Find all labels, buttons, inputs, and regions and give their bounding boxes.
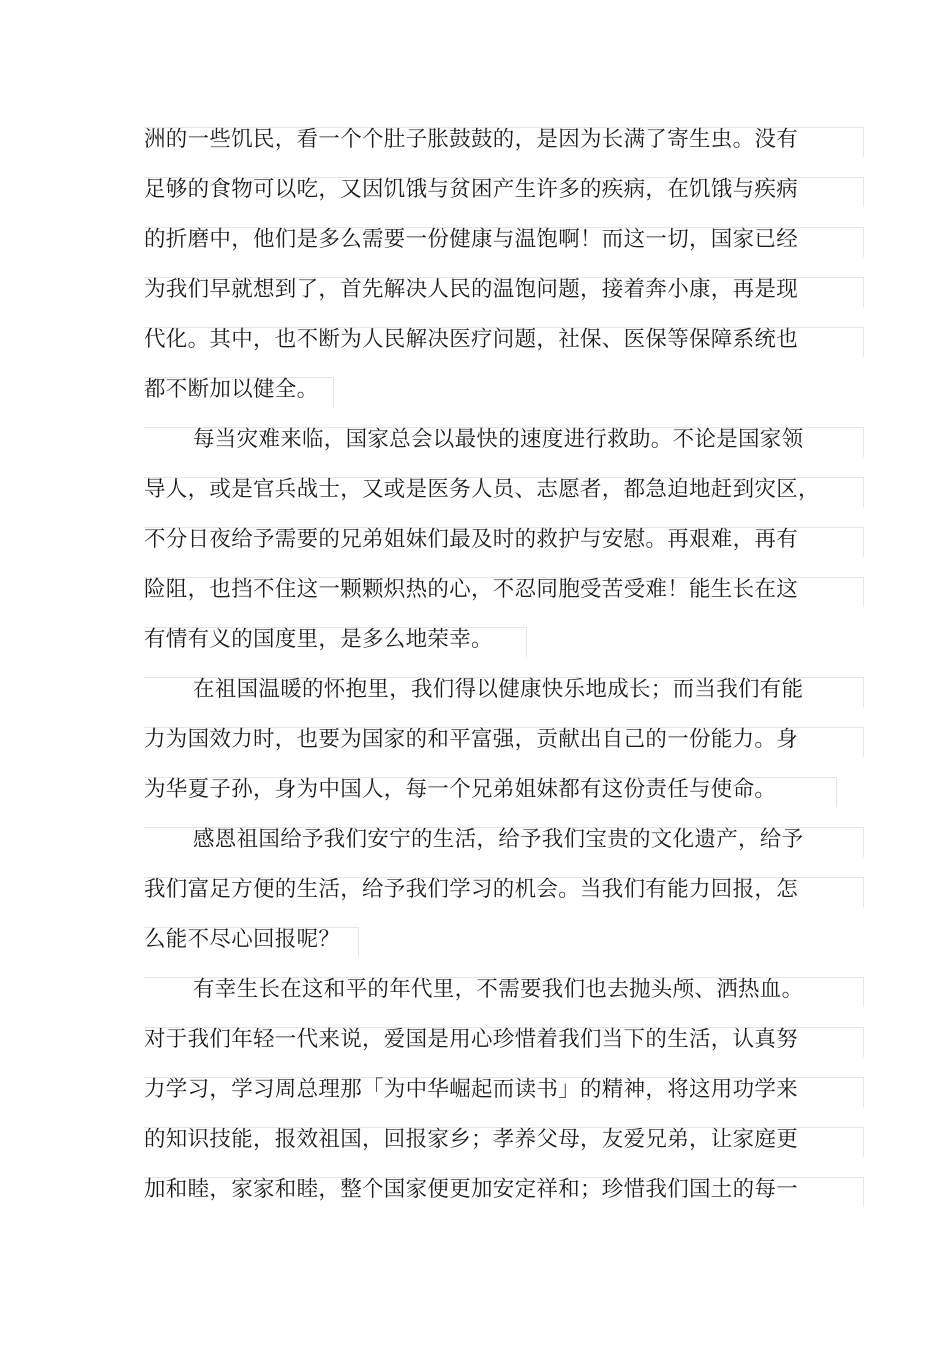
text-line bbox=[144, 727, 864, 757]
text-line bbox=[144, 477, 864, 507]
text-line bbox=[144, 677, 864, 707]
line-text: 么能不尽心回报呢？ bbox=[144, 927, 341, 952]
text-line bbox=[144, 877, 864, 907]
text-line bbox=[144, 1177, 864, 1207]
line-text: 感恩祖国给予我们安宁的生活，给予我们宝贵的文化遗产，给予 bbox=[193, 827, 804, 852]
line-text: 对于我们年轻一代来说，爱国是用心珍惜着我们当下的生活，认真努 bbox=[144, 1027, 799, 1052]
text-line bbox=[144, 177, 864, 207]
line-text: 的知识技能，报效祖国，回报家乡；孝养父母，友爱兄弟，让家庭更 bbox=[144, 1127, 799, 1152]
text-line bbox=[144, 427, 864, 457]
text-line bbox=[144, 827, 864, 857]
line-text: 为我们早就想到了，首先解决人民的温饱问题，接着奔小康，再是现 bbox=[144, 277, 799, 302]
line-text: 为华夏子孙，身为中国人，每一个兄弟姐妹都有这份责任与使命。 bbox=[144, 777, 777, 802]
line-text: 险阻，也挡不住这一颗颗炽热的心，不忍同胞受苦受难！能生长在这 bbox=[144, 577, 799, 602]
text-line bbox=[144, 127, 864, 157]
text-line bbox=[144, 377, 334, 407]
line-text: 加和睦，家家和睦，整个国家便更加安定祥和；珍惜我们国土的每一 bbox=[144, 1177, 799, 1202]
line-text: 我们富足方便的生活，给予我们学习的机会。当我们有能力回报，怎 bbox=[144, 877, 799, 902]
line-text: 力为国效力时，也要为国家的和平富强，贡献出自己的一份能力。身 bbox=[144, 727, 799, 752]
text-line bbox=[144, 327, 864, 357]
line-text: 不分日夜给予需要的兄弟姐妹们最及时的救护与安慰。再艰难，再有 bbox=[144, 527, 799, 552]
text-line bbox=[144, 227, 864, 257]
line-text: 的折磨中，他们是多么需要一份健康与温饱啊！而这一切，国家已经 bbox=[144, 227, 799, 252]
line-text: 都不断加以健全。 bbox=[144, 377, 319, 402]
text-line bbox=[144, 577, 864, 607]
text-line bbox=[144, 1127, 864, 1157]
text-line bbox=[144, 927, 359, 957]
text-line bbox=[144, 1027, 864, 1057]
text-line bbox=[144, 1077, 864, 1107]
line-text: 代化。其中，也不断为人民解决医疗问题，社保、医保等保障系统也 bbox=[144, 327, 799, 352]
text-line bbox=[144, 277, 864, 307]
line-text: 力学习，学习周总理那「为中华崛起而读书」的精神，将这用功学来 bbox=[144, 1077, 799, 1102]
line-text: 有情有义的国度里，是多么地荣幸。 bbox=[144, 627, 493, 652]
line-text: 足够的食物可以吃，又因饥饿与贫困产生许多的疾病，在饥饿与疾病 bbox=[144, 177, 799, 202]
line-text: 洲的一些饥民，看一个个肚子胀鼓鼓的，是因为长满了寄生虫。没有 bbox=[144, 127, 799, 152]
text-line bbox=[144, 777, 837, 807]
text-line bbox=[144, 627, 527, 657]
line-text: 有幸生长在这和平的年代里，不需要我们也去抛头颅、洒热血。 bbox=[193, 977, 804, 1002]
text-line bbox=[144, 977, 864, 1007]
line-text: 在祖国温暖的怀抱里，我们得以健康快乐地成长；而当我们有能 bbox=[193, 677, 804, 702]
line-text: 导人，或是官兵战士，又或是医务人员、志愿者，都急迫地赶到灾区， bbox=[144, 477, 820, 502]
text-line bbox=[144, 527, 864, 557]
line-text: 每当灾难来临，国家总会以最快的速度进行救助。不论是国家领 bbox=[193, 427, 804, 452]
